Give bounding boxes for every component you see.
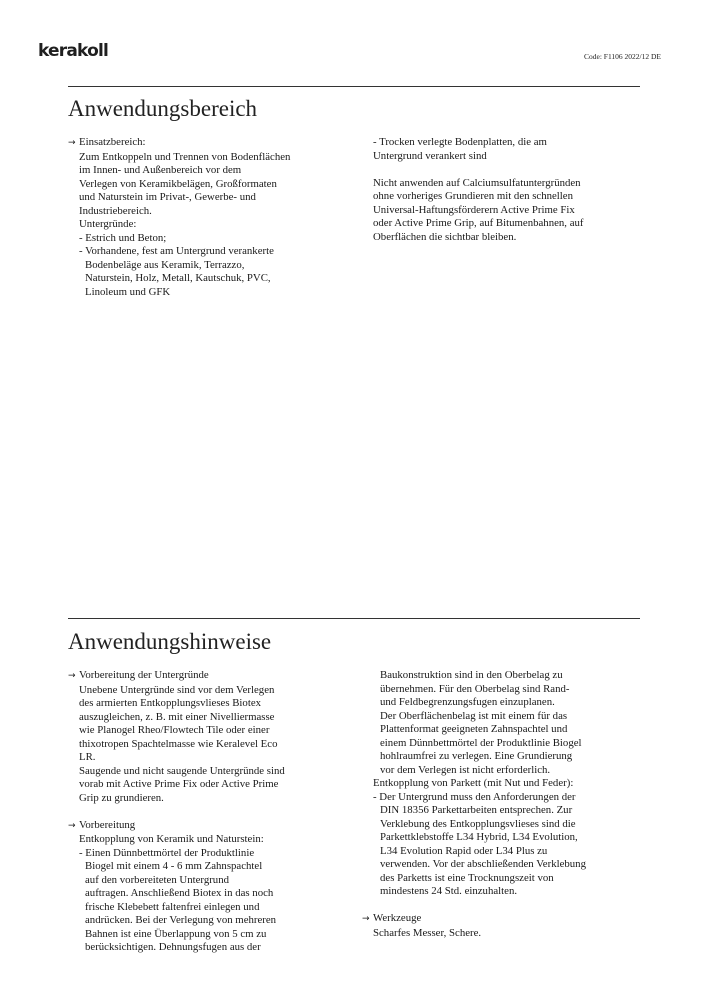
text-line: Verklebung des Entkopplungsvlieses sind die	[380, 817, 576, 830]
text-line: Parkettklebstoffe L34 Hybrid, L34 Evolution,	[380, 831, 578, 843]
vorbereitung-untergruende-heading: → Vorbereitung der Untergründe	[68, 669, 340, 684]
text-line: Nicht anwenden auf Calciumsulfatuntergründen	[373, 176, 581, 189]
list-item: - Der Untergrund muss den Anforderungen der	[373, 790, 576, 803]
text-line: berücksichtigen. Dehnungsfugen aus der	[85, 941, 261, 953]
text-line: Plattenformat geeigneten Zahnspachtel und	[380, 723, 568, 735]
text-line: Oberflächen die sichtbar bleiben.	[373, 230, 517, 243]
text-line: Saugende und nicht saugende Untergründe sind	[79, 764, 285, 777]
text-line: wie Planogel Rheo/Flowtech Tile oder einer	[79, 724, 270, 736]
list-item: - Estrich und Beton;	[79, 231, 167, 244]
text-line: Zum Entkoppeln und Trennen von Bodenflächen	[79, 150, 291, 163]
arrow-right-icon: →	[68, 671, 76, 681]
section-title-anwendungshinweise: Anwendungshinweise	[68, 629, 272, 654]
text-line: hohlraumfrei zu verlegen. Eine Grundierung	[380, 750, 573, 762]
text-line: Baukonstruktion sind in den Oberbelag zu	[380, 669, 563, 681]
text-line: des armierten Entkopplungsvlieses Biotex	[79, 697, 262, 709]
text-line: übernehmen. Für den Oberbelag sind Rand-	[380, 682, 570, 695]
section-divider	[68, 86, 640, 87]
text-line: einem Dünnbettmörtel der Produktlinie Biogel	[380, 736, 582, 749]
text-line: oder Active Prime Grip, auf Bitumenbahnen, auf	[373, 217, 584, 229]
text-line: LR.	[79, 751, 96, 763]
werkzeuge-heading: → Werkzeuge	[362, 912, 645, 927]
text-line: auszugleichen, z. B. mit einer Nivelliermasse	[79, 710, 275, 723]
anwendungsbereich-right-column	[373, 136, 645, 244]
text-line: auftragen. Anschließend Biotex in das noch	[85, 887, 274, 899]
arrow-right-icon: →	[68, 138, 76, 148]
text-line: ohne vorheriges Grundieren mit den schnellen	[373, 190, 573, 202]
text-line: Linoleum und GFK	[85, 285, 171, 298]
text-line: vorab mit Active Prime Fix oder Active Prime	[79, 778, 279, 790]
text-line: Verlegen von Keramikbelägen, Großformaten	[79, 177, 277, 190]
text-line: Entkopplung von Keramik und Naturstein:	[79, 833, 264, 845]
text-line: andrücken. Bei der Verlegung von mehreren	[85, 914, 277, 926]
text-line: Industriebereich.	[79, 204, 152, 217]
document-code: Code: F1106 2022/12 DE	[583, 52, 661, 61]
text-line: vor dem Verlegen ist nicht erforderlich.	[380, 763, 551, 776]
text-line: und Naturstein im Privat-, Gewerbe- und	[79, 191, 256, 203]
text-line: und Feldbegrenzungsfugen einzuplanen.	[380, 696, 555, 708]
anwendungshinweise-left-column	[68, 669, 340, 955]
text-line: DIN 18356 Parkettarbeiten entsprechen. Zur	[380, 804, 573, 816]
text-line: Scharfes Messer, Schere.	[373, 926, 482, 939]
text-line: Untergrund verankert sind	[373, 149, 487, 162]
arrow-right-icon: →	[362, 914, 370, 924]
section-divider	[68, 618, 640, 619]
text-line: des Parketts ist eine Trocknungszeit von	[380, 871, 554, 884]
vorbereitung-heading: → Vorbereitung	[68, 819, 340, 834]
text-line: auf den vorbereiteten Untergrund	[85, 873, 230, 886]
list-item: - Trocken verlegte Bodenplatten, die am	[373, 136, 547, 148]
text-line: verwenden. Vor der abschließenden Verklebung	[380, 858, 586, 870]
text-line: thixotropen Spachtelmasse wie Keralevel Eco	[79, 737, 278, 750]
text-line: Grip zu grundieren.	[79, 791, 164, 804]
list-item: - Einen Dünnbettmörtel der Produktlinie	[79, 846, 255, 859]
anwendungsbereich-left-column	[68, 136, 340, 299]
text-line: mindestens 24 Std. einzuhalten.	[380, 885, 518, 897]
section-title-anwendungsbereich: Anwendungsbereich	[68, 96, 258, 121]
einsatzbereich-heading: → Einsatzbereich:	[68, 136, 340, 151]
text-line: Entkopplung von Parkett (mit Nut und Feder):	[373, 777, 574, 789]
text-line: Naturstein, Holz, Metall, Kautschuk, PVC,	[85, 272, 271, 284]
text-line: Untergründe:	[79, 218, 137, 230]
text-line: L34 Evolution Rapid oder L34 Plus zu	[380, 844, 548, 857]
text-line: Universal-Haftungsförderern Active Prime Fix	[373, 203, 575, 216]
anwendungshinweise-right-column	[362, 669, 645, 940]
arrow-right-icon: →	[68, 820, 76, 831]
text-line: Der Oberflächenbelag ist mit einem für das	[380, 709, 568, 722]
text-line: Biogel mit einem 4 - 6 mm Zahnspachtel	[85, 860, 263, 872]
text-line: Unebene Untergründe sind vor dem Verlegen	[79, 683, 275, 696]
text-line: im Innen- und Außenbereich vor dem	[79, 164, 242, 176]
text-line: Bodenbeläge aus Keramik, Terrazzo,	[85, 258, 245, 271]
list-item: - Vorhandene, fest am Untergrund verankerte	[79, 245, 274, 257]
kerakoll-logo: kerakoll	[38, 41, 109, 61]
text-line: Bahnen ist eine Überlappung von 5 cm zu	[85, 927, 267, 940]
text-line: frische Klebebett faltenfrei einlegen und	[85, 900, 260, 913]
